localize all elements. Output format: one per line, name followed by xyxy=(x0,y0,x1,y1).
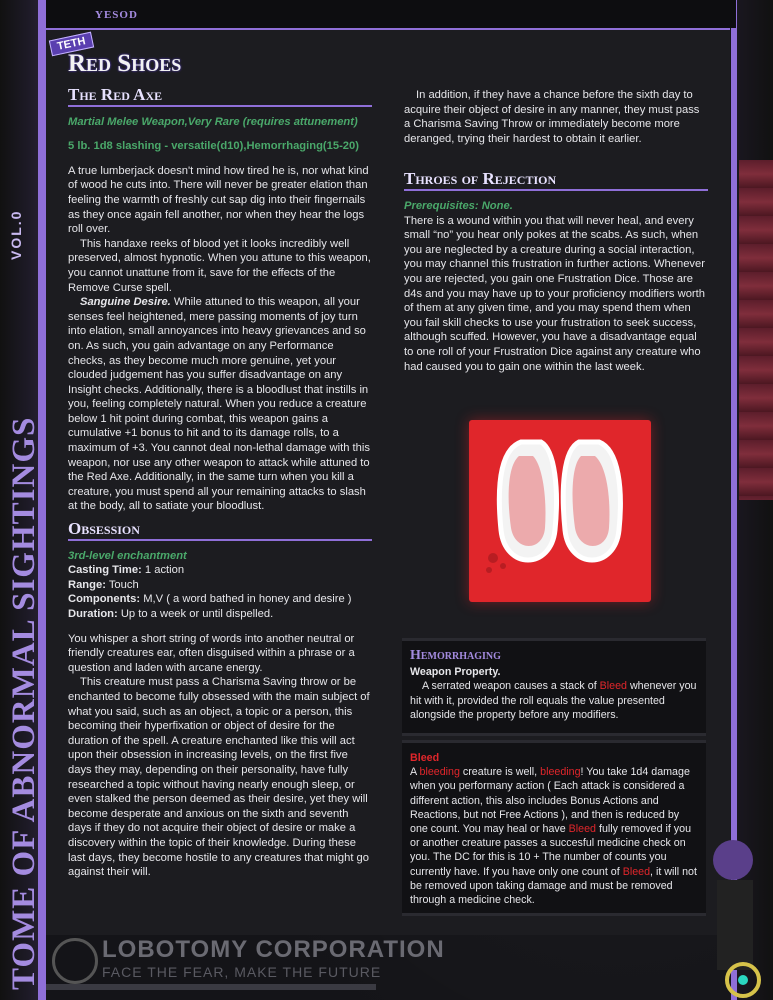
bleed-text xyxy=(410,765,698,907)
spell-range xyxy=(68,578,372,593)
hemorrhaging-text xyxy=(410,679,698,722)
shoes-image xyxy=(469,420,651,602)
bleed-box xyxy=(402,740,706,916)
footer-company: LOBOTOMY CORPORATION xyxy=(102,936,445,963)
text-part: A xyxy=(410,766,420,779)
bleeding-keyword: bleeding xyxy=(540,766,581,779)
spell-continued-paragraph: In addition, if they have a chance before the sixth day to acquire their object of desire in any manner, they must pass a Charisma Saving Throw or immediately become more deranged, trying their hardest to obtain it earlier. xyxy=(404,89,700,145)
feature-label: Sanguine Desire. xyxy=(80,296,171,309)
left-column xyxy=(68,85,372,880)
weapon-heading: The Red Axe xyxy=(68,88,372,107)
spell-casting-time xyxy=(68,563,372,578)
spell-components xyxy=(68,592,372,607)
spacer xyxy=(68,154,372,164)
feat-prerequisites: Prerequisites: None. xyxy=(404,199,513,212)
hemorrhaging-title: Hemorrhaging xyxy=(410,648,501,663)
text-part: fully removed if you or another creature passes a succesful medicine check on you. The DC for this is 10 + The number of counts you currently have. If you have only one count of xyxy=(410,823,692,878)
character-decoration xyxy=(703,810,773,1000)
bleed-keyword: Bleed xyxy=(568,823,596,836)
page-title: Red Shoes xyxy=(68,50,182,77)
weapon-subtitle: Martial Melee Weapon,Very Rare (requires attunement) xyxy=(68,115,358,128)
feat-paragraph: There is a wound within you that will never heal, and every small “no” you hear only pokes at the scabs. As such, when you are neglected by a creature during a social interaction, you may channel this frustration in further actions. Whenever you are rejected, you gain one Frustration Dice. Those are d4s and you may have up to your proficiency modifiers worth of them at any given time, and you may spend them when you fail skill checks to use your frustration to seek success, although scuffed. However, you have a disadvantage equal to one roll of your Frustration Dice against any creature who had caused you to gain one within the last week. xyxy=(404,214,705,373)
weapon-feature-paragraph xyxy=(68,295,372,514)
spacer xyxy=(68,622,372,632)
spell-paragraph: You whisper a short string of words into another neutral or friendly creatures ear, often disguised within a phrase or a question and laden with arcane energy. xyxy=(68,632,355,674)
shoes-drawing xyxy=(469,420,651,602)
flesh-decoration xyxy=(739,160,773,500)
duration-label: Duration: xyxy=(68,608,118,620)
bleed-keyword: Bleed xyxy=(622,865,651,878)
components-value: M,V ( a word bathed in honey and desire ) xyxy=(140,593,352,606)
hemorrhaging-box xyxy=(402,638,706,736)
top-bar xyxy=(46,0,736,28)
feat-heading: Throes of Rejection xyxy=(404,172,708,191)
side-title: TOME OF ABNORMAL SIGHTINGS xyxy=(6,416,42,990)
footer-bar xyxy=(46,984,376,990)
spell-level: 3rd-level enchantment xyxy=(68,549,187,562)
text-part: whenever you hit with it, provided the roll equals the value presented alongside the property before any modifiers. xyxy=(410,680,697,721)
text-part: , it will not be removed upon taking damage and must be removed through a medicine check. xyxy=(410,865,697,907)
footer-slogan: FACE THE FEAR, MAKE THE FUTURE xyxy=(102,964,382,980)
feature-text: While attuned to this weapon, all your senses feel heightened, mere passing moments of joy turn into elation, small annoyances into heavy grievances and so on. As such, you gain advantage on any Performance checks, as they become much more genuine, yet your clouded judgement has you suffer disadvantage on any Insight checks. Additionally, there is a bloodlust that instills in you, feeling completely natural. When you reduce a creature below 1 hit point during combat, this weapon gains a cumulative +1 bonus to hit and to its damage rolls, to a maximum of +3. You cannot deal non-lethal damage with this weapon, nor use any other weapon to attack while attuned to the Red Axe. Additionally, in the same turn when you kill a creature, you must spend all your remaining attacks to slash at the body, all to satiate your bloodlust. xyxy=(68,296,370,513)
bleed-label: Bleed xyxy=(410,752,440,764)
lobotomy-logo-icon xyxy=(52,938,98,984)
spell-duration xyxy=(68,607,372,622)
hemorrhaging-type: Weapon Property. xyxy=(410,666,501,679)
spell-paragraph: This creature must pass a Charisma Saving throw or be enchanted to become fully obsessed with the main subject of what you said, such as an object, a topic or a person, this becoming their hyperfixation or object of desire for the duration of the spell. A creature enchanted like this will act upon their obsession in increasing levels, on the first five days they may, depending on their personality, have fully researched a topic without having nearly enough sleep, or even stalked the person deemed as their desire, yet they will become desperate and anxious on the sixth and seventh days if they do not acquire their object of desire or make a discovery within the topic of their knowledge. During these last days, they become hostile to any creatures that might go against their will. xyxy=(68,676,370,879)
weapon-stats: 5 lb. 1d8 slashing - versatile(d10),Hemorrhaging(15-20) xyxy=(68,140,359,153)
components-label: Components: xyxy=(68,593,141,606)
casting-label: Casting Time: xyxy=(68,564,142,577)
bleeding-keyword: bleeding xyxy=(419,766,460,779)
text-part: ! You take 1d4 damage when you performany action ( Each attack is considered a different action, this also includes Bonus Actions and Reactions, but not Free Actions ), and then is reduced by one count. You may heal or have xyxy=(410,766,690,836)
text-part: A serrated weapon causes a stack of xyxy=(422,680,600,693)
spacer xyxy=(68,129,372,139)
range-value: Touch xyxy=(105,578,139,591)
weapon-paragraph: This handaxe reeks of blood yet it looks incredibly well preserved, almost hypnotic. When you attune to this weapon, you cannot unattune from it, save for the effects of the Remove Curse spell. xyxy=(68,237,371,294)
right-column xyxy=(404,88,708,374)
section-label: YESOD xyxy=(95,9,138,21)
duration-value: Up to a week or until dispelled. xyxy=(117,608,274,620)
spell-heading: Obsession xyxy=(68,522,372,541)
side-volume: VOL.0 xyxy=(8,209,24,260)
bleed-keyword: Bleed xyxy=(599,680,627,693)
casting-value: 1 action xyxy=(141,564,185,577)
risk-level-tag: TETH xyxy=(49,32,94,57)
range-label: Range: xyxy=(68,578,106,591)
text-part: creature is well, xyxy=(459,766,541,779)
weapon-paragraph: A true lumberjack doesn't mind how tired he is, nor what kind of wood he cuts into. There will never be greater elation than feeling the warmth of freshly cut sap dig into their fingernails as they once again fell another, nor when they hear the logs roll over. xyxy=(68,164,369,236)
